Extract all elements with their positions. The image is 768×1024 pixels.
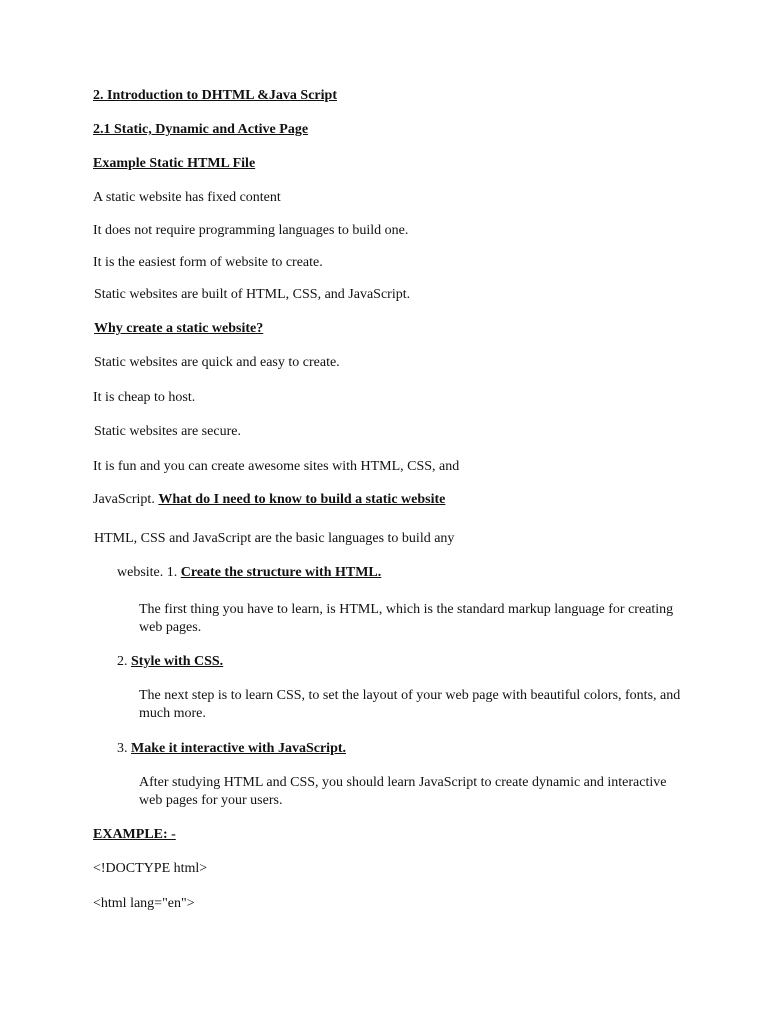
example-heading: Example Static HTML File [93, 156, 256, 171]
paragraph-line: Static websites are quick and easy to create. [94, 355, 340, 370]
step-number: 3. [117, 741, 128, 756]
section-heading: 2.1 Static, Dynamic and Active Page [93, 122, 309, 137]
step-body: The first thing you have to learn, is HTML, which is the standard markup language for creating web pages. [139, 602, 674, 635]
paragraph-line: HTML, CSS and JavaScript are the basic languages to build any [94, 531, 455, 546]
paragraph-line: Static websites are built of HTML, CSS, and JavaScript. [94, 287, 411, 302]
paragraph-text: website. [117, 565, 164, 580]
step-line [117, 740, 346, 758]
why-heading: Why create a static website? [94, 321, 264, 336]
paragraph-line: It does not require programming languages to build one. [93, 223, 409, 238]
paragraph-text: JavaScript. [93, 492, 155, 507]
paragraph-line: A static website has fixed content [93, 190, 281, 205]
need-heading: What do I need to know to build a static website [158, 492, 446, 507]
paragraph-line: Static websites are secure. [94, 424, 241, 439]
paragraph-line: It is the easiest form of website to create. [93, 255, 323, 270]
step-body: The next step is to learn CSS, to set the layout of your web page with beautiful colors, fonts, and much more. [139, 688, 681, 721]
paragraph-line: It is cheap to host. [93, 390, 196, 405]
code-line: <!DOCTYPE html> [93, 861, 208, 876]
paragraph-line: It is fun and you can create awesome sites with HTML, CSS, and [93, 459, 460, 474]
step-number: 1. [166, 565, 178, 580]
example-label: EXAMPLE: - [93, 827, 176, 842]
paragraph-line-with-heading [93, 491, 445, 509]
step-heading: Create the structure with HTML. [180, 565, 382, 580]
step-line [117, 653, 223, 671]
step-number: 2. [117, 654, 128, 669]
step-heading: Style with CSS. [131, 654, 224, 669]
code-line: <html lang="en"> [93, 896, 195, 911]
step-body: After studying HTML and CSS, you should learn JavaScript to create dynamic and interactive web pages for your users. [139, 775, 667, 808]
document-title: 2. Introduction to DHTML &Java Script [93, 88, 337, 103]
step-heading: Make it interactive with JavaScript. [131, 741, 347, 756]
step-line [117, 564, 381, 582]
